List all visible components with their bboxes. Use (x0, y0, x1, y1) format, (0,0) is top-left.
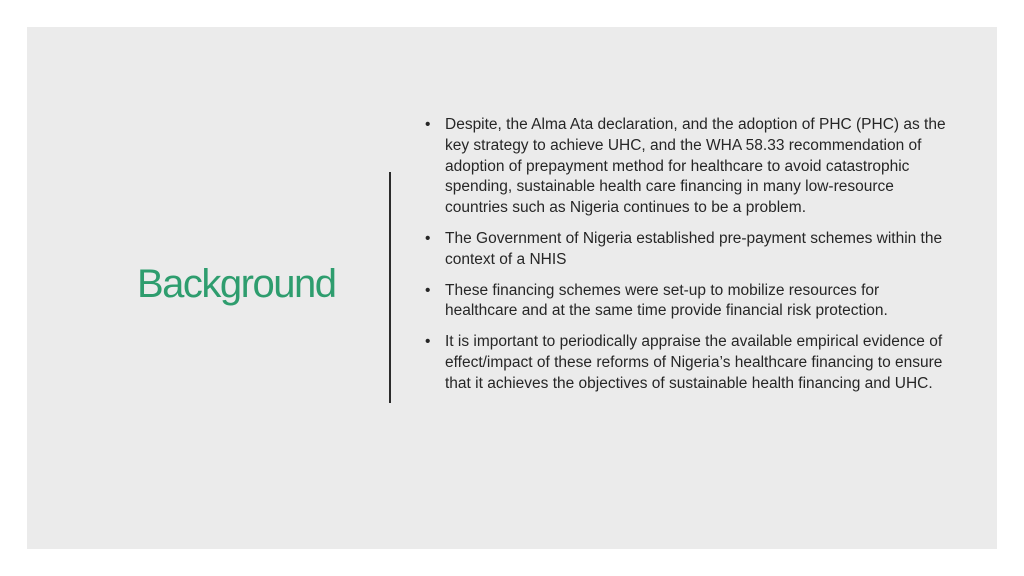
bullet-dot-icon: • (425, 281, 431, 299)
bullet-dot-icon: • (425, 333, 431, 351)
bullet-text: It is important to periodically appraise the available empirical evidence of effect/impact of these reforms of Nigeria’s healthcare financing to ensure that it achieves the objectives of sustainable health financing and UHC. (445, 333, 943, 392)
list-item (425, 115, 955, 219)
slide (27, 27, 997, 549)
slide-title: Background (137, 262, 336, 306)
bullet-text: Despite, the Alma Ata declaration, and the adoption of PHC (PHC) as the key strategy to achieve UHC, and the WHA 58.33 recommendation of adoption of prepayment method for healthcare to avoid catastrophic spending, sustainable health care financing in many low-resource countries such as Nigeria continues to be a problem. (445, 116, 946, 217)
bullet-dot-icon: • (425, 229, 431, 247)
vertical-divider (389, 172, 391, 403)
list-item (425, 332, 955, 394)
bullet-list (425, 115, 955, 405)
list-item (425, 281, 955, 323)
bullet-text: The Government of Nigeria established pre-payment schemes within the context of a NHIS (445, 229, 943, 268)
bullet-dot-icon: • (425, 116, 431, 133)
list-item (425, 229, 955, 271)
bullet-text: These financing schemes were set-up to mobilize resources for healthcare and at the same time provide financial risk protection. (445, 281, 888, 320)
